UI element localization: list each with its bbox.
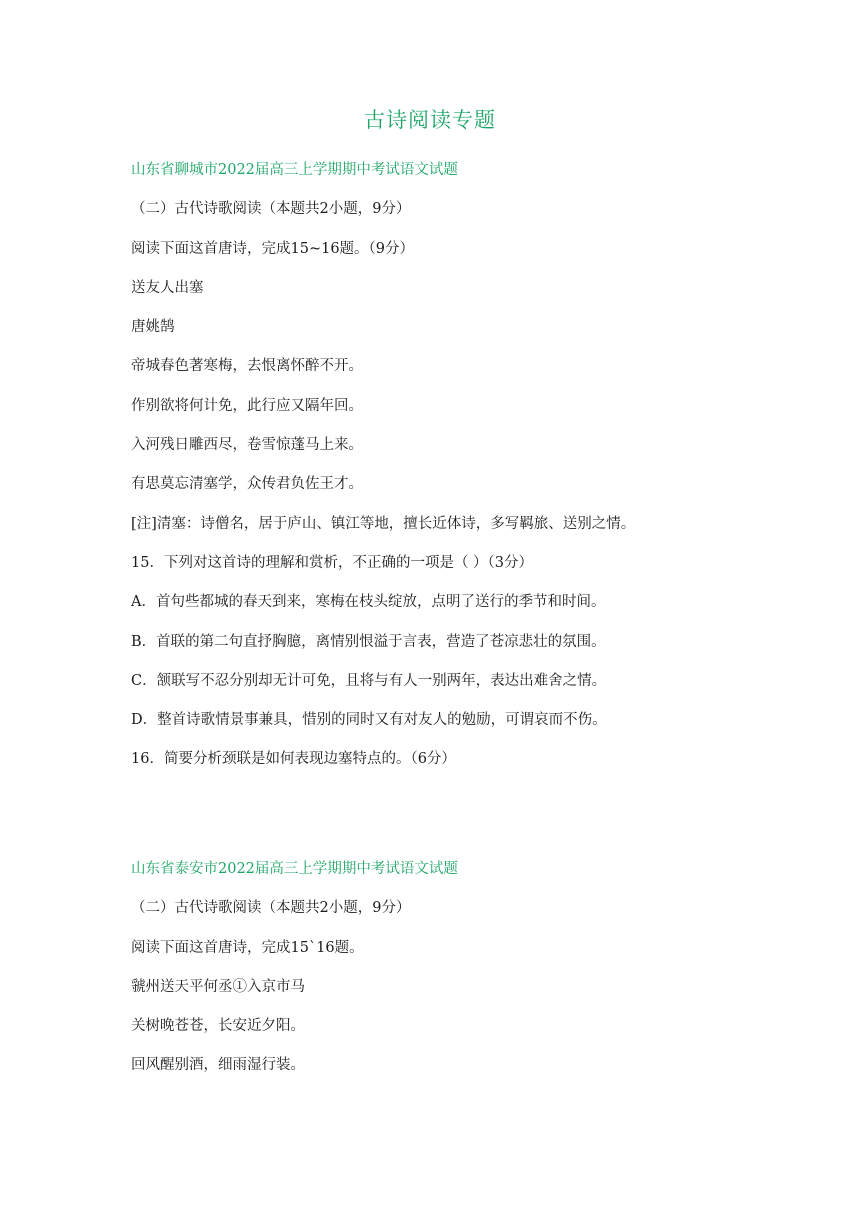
poem-line: 关树晚苍苍，长安近夕阳。 — [131, 1018, 305, 1035]
poem-author: 唐姚鹄 — [131, 319, 175, 336]
poem-line: 有思莫忘清塞学，众传君负佐王才。 — [131, 476, 363, 493]
section-source: 山东省泰安市2022届高三上学期期中考试语文试题 — [131, 861, 458, 877]
question-section-1 — [131, 151, 771, 780]
section-heading: （二）古代诗歌阅读（本题共2小题，9分） — [131, 201, 411, 218]
poem-title: 送友人出塞 — [131, 279, 204, 296]
question-15: 15．下列对这首诗的理解和赏析，不正确的一项是（ ）（3分） — [131, 554, 534, 571]
poem-note: [注]清塞：诗僧名，居于庐山、镇江等地，擅长近体诗，多写羁旅、送别之情。 — [131, 515, 636, 532]
question-section-2 — [131, 850, 771, 1086]
section-heading: （二）古代诗歌阅读（本题共2小题，9分） — [131, 900, 411, 917]
option-d: D．整首诗歌情景事兼具，惜别的同时又有对友人的勉励，可谓哀而不伤。 — [131, 712, 607, 729]
reading-instruction: 阅读下面这首唐诗，完成15~16题。（9分） — [131, 240, 415, 257]
option-b: B．首联的第二句直抒胸臆，离情别恨溢于言表，营造了苍凉悲壮的氛围。 — [131, 633, 606, 650]
poem-title: 虢州送天平何丞①入京市马 — [131, 978, 305, 995]
reading-instruction: 阅读下面这首唐诗，完成15`16题。 — [131, 939, 364, 956]
option-a: A．首句些都城的春天到来，寒梅在枝头绽放，点明了送行的季节和时间。 — [131, 594, 606, 611]
option-c: C．颔联写不忍分别却无计可免，且将与有人一别两年，表达出难舍之情。 — [131, 672, 607, 689]
question-16: 16．简要分析颈联是如何表现边塞特点的。（6分） — [131, 751, 456, 768]
poem-line: 作别欲将何计免，此行应又隔年回。 — [131, 397, 363, 414]
poem-line: 入河残日雕西尽，卷雪惊蓬马上来。 — [131, 437, 363, 454]
poem-line: 回风醒别酒，细雨湿行装。 — [131, 1057, 305, 1074]
page-title: 古诗阅读专题 — [364, 108, 496, 132]
poem-line: 帝城春色著寒梅，去恨离怀醉不开。 — [131, 358, 363, 375]
section-source: 山东省聊城市2022届高三上学期期中考试语文试题 — [131, 162, 458, 178]
